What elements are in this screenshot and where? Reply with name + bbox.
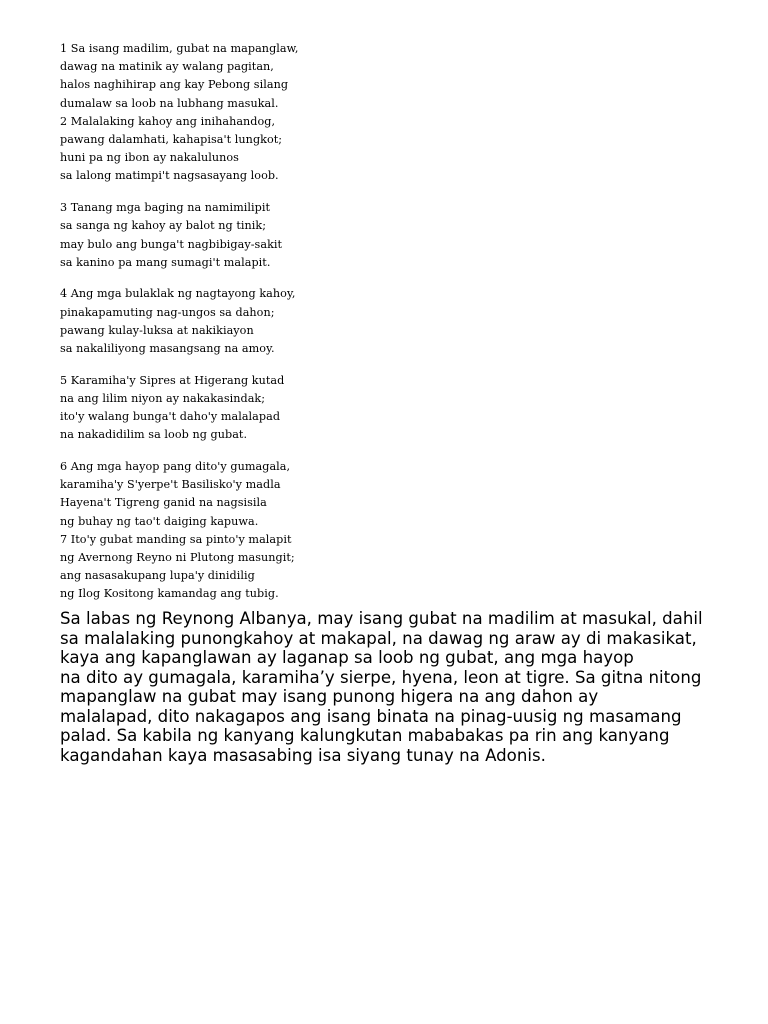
- poem-stanzas: [60, 40, 400, 604]
- stanza-line: ng Avernong Reyno ni Plutong masungit;: [60, 551, 295, 565]
- stanza-line: 5 Karamiha'y Sipres at Higerang kutad: [60, 373, 285, 387]
- summary-line: Sa labas ng Reynong Albanya, may isang gubat na madilim at masukal, dahil: [60, 609, 703, 628]
- stanza-line: 3 Tanang mga baging na namimilipit: [60, 201, 270, 215]
- summary-line: sa malalaking punongkahoy at makapal, na dawag ng araw ay di makasikat,: [60, 628, 697, 648]
- stanza-line: 7 Ito'y gubat manding sa pinto'y malapit: [60, 532, 292, 546]
- stanza-7: [60, 531, 400, 604]
- stanza-line: Hayena't Tigreng ganid na nagsisila: [60, 496, 267, 510]
- stanza-line: pawang kulay-luksa at nakikiayon: [60, 323, 254, 337]
- stanza-line: na nakadidilim sa loob ng gubat.: [60, 428, 248, 442]
- stanza-line: dumalaw sa loob na lubhang masukal.: [60, 96, 279, 110]
- stanza-line: sa sanga ng kahoy ay balot ng tinik;: [60, 219, 267, 233]
- stanza-line: sa nakaliliyong masangsang na amoy.: [60, 342, 275, 356]
- stanza-spacer: [60, 186, 400, 200]
- stanza-4: [60, 285, 400, 358]
- stanza-3: [60, 199, 400, 272]
- summary-line: kagandahan kaya masasabing isa siyang tunay na Adonis.: [60, 745, 546, 765]
- stanza-2: [60, 113, 400, 186]
- summary-line: mapanglaw na gubat may isang punong higera na ang dahon ay: [60, 687, 599, 706]
- stanza-line: ito'y walang bunga't daho'y malalapad: [60, 410, 281, 424]
- stanza-line: sa lalong matimpi't nagsasayang loob.: [60, 169, 279, 183]
- stanza-spacer: [60, 358, 400, 372]
- stanza-line: pinakapamuting nag-ungos sa dahon;: [60, 305, 275, 319]
- stanza-spacer: [60, 445, 400, 459]
- stanza-line: ang nasasakupang lupa'y dinidilig: [60, 569, 255, 583]
- stanza-5: [60, 372, 400, 445]
- stanza-line: dawag na matinik ay walang pagitan,: [60, 60, 274, 74]
- stanza-line: karamiha'y S'yerpe't Basilisko'y madla: [60, 478, 281, 492]
- summary-paragraph: [60, 609, 720, 765]
- stanza-line: 1 Sa isang madilim, gubat na mapanglaw,: [60, 42, 299, 55]
- stanza-line: ng buhay ng tao't daiging kapuwa.: [60, 514, 259, 528]
- stanza-line: huni pa ng ibon ay nakalulunos: [60, 151, 239, 165]
- stanza-line: pawang dalamhati, kahapisa't lungkot;: [60, 133, 283, 147]
- stanza-line: 2 Malalaking kahoy ang inihahandog,: [60, 114, 276, 128]
- stanza-6: [60, 458, 400, 531]
- stanza-spacer: [60, 272, 400, 286]
- stanza-line: may bulo ang bunga't nagbibigay-sakit: [60, 237, 283, 251]
- stanza-line: 6 Ang mga hayop pang dito'y gumagala,: [60, 460, 291, 474]
- summary-line: na dito ay gumagala, karamiha’y sierpe, hyena, leon at tigre. Sa gitna nitong: [60, 667, 702, 687]
- stanza-line: ng Ilog Kositong kamandag ang tubig.: [60, 587, 279, 601]
- stanza-line: sa kanino pa mang sumagi't malapit.: [60, 255, 271, 269]
- stanza-line: na ang lilim niyon ay nakakasindak;: [60, 391, 266, 405]
- stanza-line: halos naghihirap ang kay Pebong silang: [60, 78, 289, 92]
- summary-line: kaya ang kapanglawan ay laganap sa loob ng gubat, ang mga hayop: [60, 648, 634, 667]
- summary-line: palad. Sa kabila ng kanyang kalungkutan mababakas pa rin ang kanyang: [60, 726, 670, 745]
- stanza-1: [60, 40, 400, 113]
- summary-line: malalapad, dito nakagapos ang isang binata na pinag-uusig ng masamang: [60, 706, 682, 726]
- stanza-line: 4 Ang mga bulaklak ng nagtayong kahoy,: [60, 287, 296, 301]
